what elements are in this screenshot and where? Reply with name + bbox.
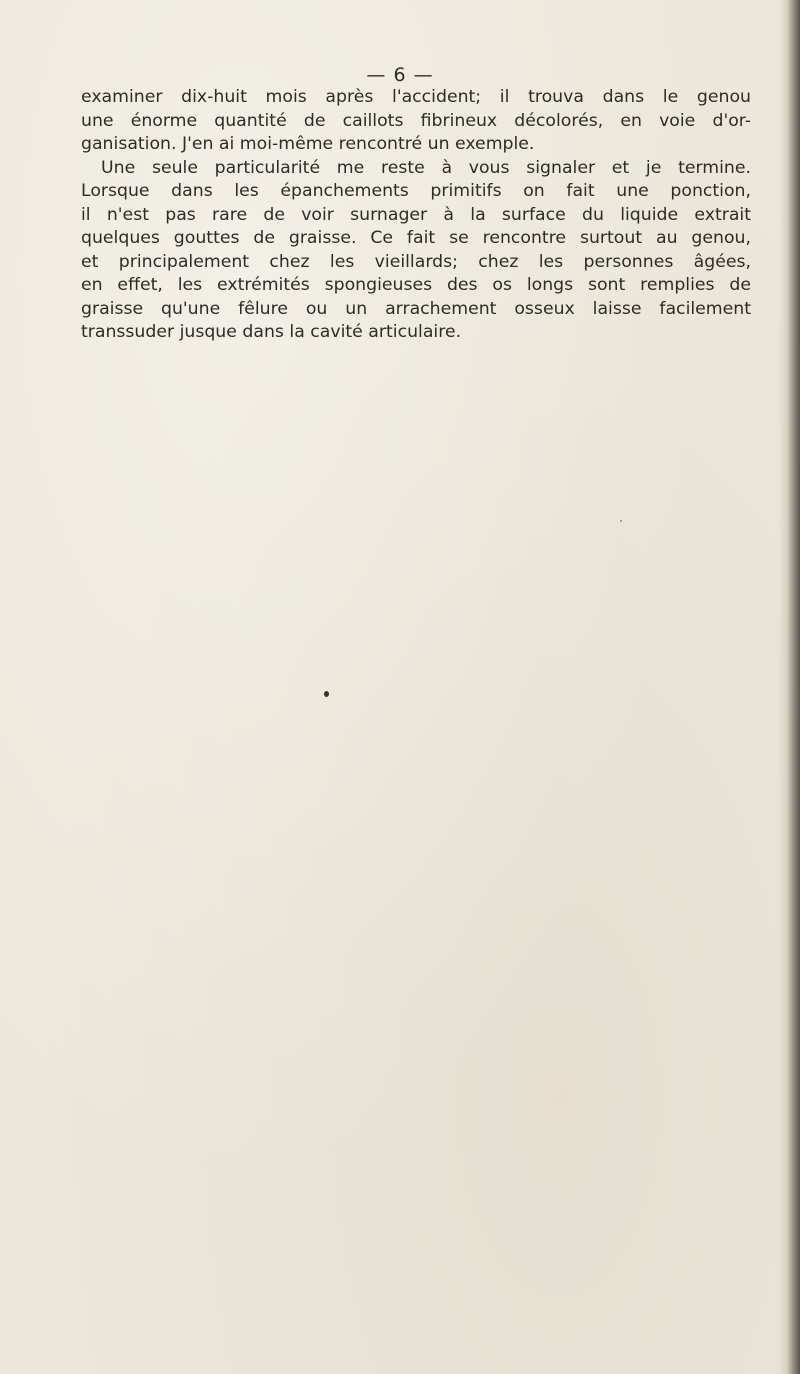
text-line: transsuder jusque dans la cavité articulaire. [81,322,462,342]
text-line: une énorme quantité de caillots fibrineux décolorés, en voie d'or- [81,110,751,131]
text-line: en effet, les extrémités spongieuses des os longs sont remplies de [81,275,751,295]
text-line: ganisation. J'en ai moi-même rencontré un exemple. [81,134,535,154]
text-line: il n'est pas rare de voir surnager à la surface du liquide extrait [81,204,751,225]
paper-speck [324,691,329,697]
text-line: quelques gouttes de graisse. Ce fait se rencontre surtout au genou, [81,228,751,248]
text-line: Lorsque dans les épanchements primitifs on fait une ponction, [81,181,751,201]
text-line: Une seule particularité me reste à vous signaler et je termine. [101,157,751,178]
body-text [81,86,751,345]
text-line: examiner dix-huit mois après l'accident; il trouva dans le genou [81,87,751,107]
text-line: graisse qu'une fêlure ou un arrachement osseux laisse facilement [81,298,751,319]
paper-speck [620,520,622,522]
text-line: et principalement chez les vieillards; chez les personnes âgées, [81,251,751,272]
page-edge-shadow [778,0,800,1374]
page-number: — 6 — [366,64,434,86]
